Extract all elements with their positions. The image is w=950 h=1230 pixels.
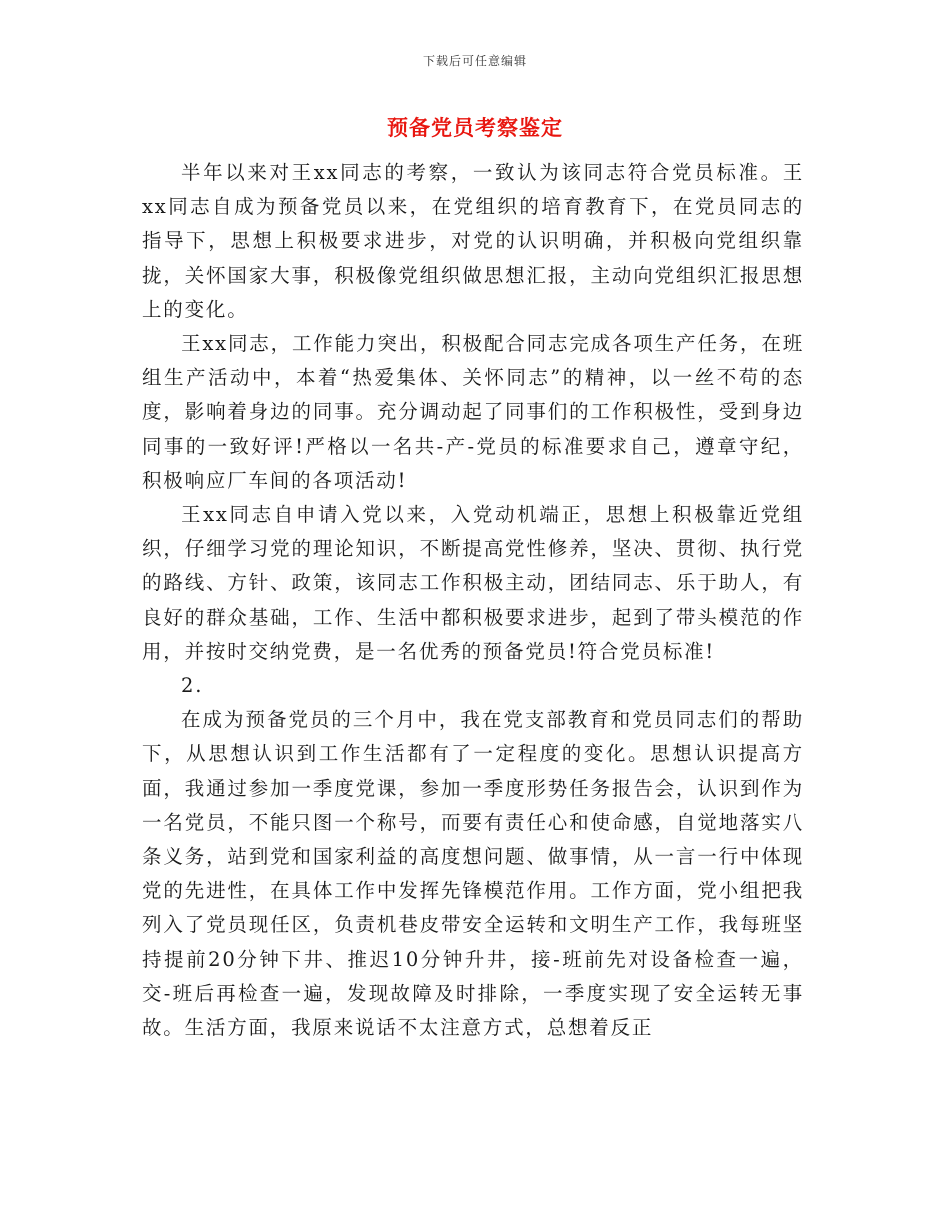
- document-title: 预备党员考察鉴定: [387, 115, 563, 140]
- header-note: 下载后可任意编辑: [422, 54, 527, 68]
- document-body: [142, 156, 804, 1045]
- paragraph-3: 王xx同志自申请入党以来，入党动机端正，思想上积极靠近党组织，仔细学习党的理论知识，不断提高党性修养，坚决、贯彻、执行党的路线、方针、政策，该同志工作积极主动，团结同志、乐于助人，有良好的群众基础，工作、生活中都积极要求进步，起到了带头模范的作用，并按时交纳党费，是一名优秀的预备党员!符合党员标准!: [142, 503, 804, 663]
- section-number: 2.: [181, 674, 204, 698]
- paragraph-2: 王xx同志，工作能力突出，积极配合同志完成各项生产任务，在班组生产活动中，本着“热爱集体、关怀同志”的精神，以一丝不苟的态度，影响着身边的同事。充分调动起了同事们的工作积极性，受到身边同事的一致好评!严格以一名共-产-党员的标准要求自己，遵章守纪，积极响应厂车间的各项活动!: [142, 332, 804, 492]
- paragraph-1: 半年以来对王xx同志的考察，一致认为该同志符合党员标准。王xx同志自成为预备党员以来，在党组织的培育教育下，在党员同志的指导下，思想上积极要求进步，对党的认识明确，并积极向党组织靠拢，关怀国家大事，积极像党组织做思想汇报，主动向党组织汇报思想上的变化。: [142, 161, 804, 321]
- paragraph-4: 在成为预备党员的三个月中，我在党支部教育和党员同志们的帮助下，从思想认识到工作生活都有了一定程度的变化。思想认识提高方面，我通过参加一季度党课，参加一季度形势任务报告会，认识到作为一名党员，不能只图一个称号，而要有责任心和使命感，自觉地落实八条义务，站到党和国家利益的高度想问题、做事情，从一言一行中体现党的先进性，在具体工作中发挥先锋模范作用。工作方面，党小组把我列入了党员现任区，负责机巷皮带安全运转和文明生产工作，我每班坚持提前20分钟下井、推迟10分钟升井，接-班前先对设备检查一遍，交-班后再检查一遍，发现故障及时排除，一季度实现了安全运转无事故。生活方面，我原来说话不太注意方式，总想着反正: [142, 708, 804, 1040]
